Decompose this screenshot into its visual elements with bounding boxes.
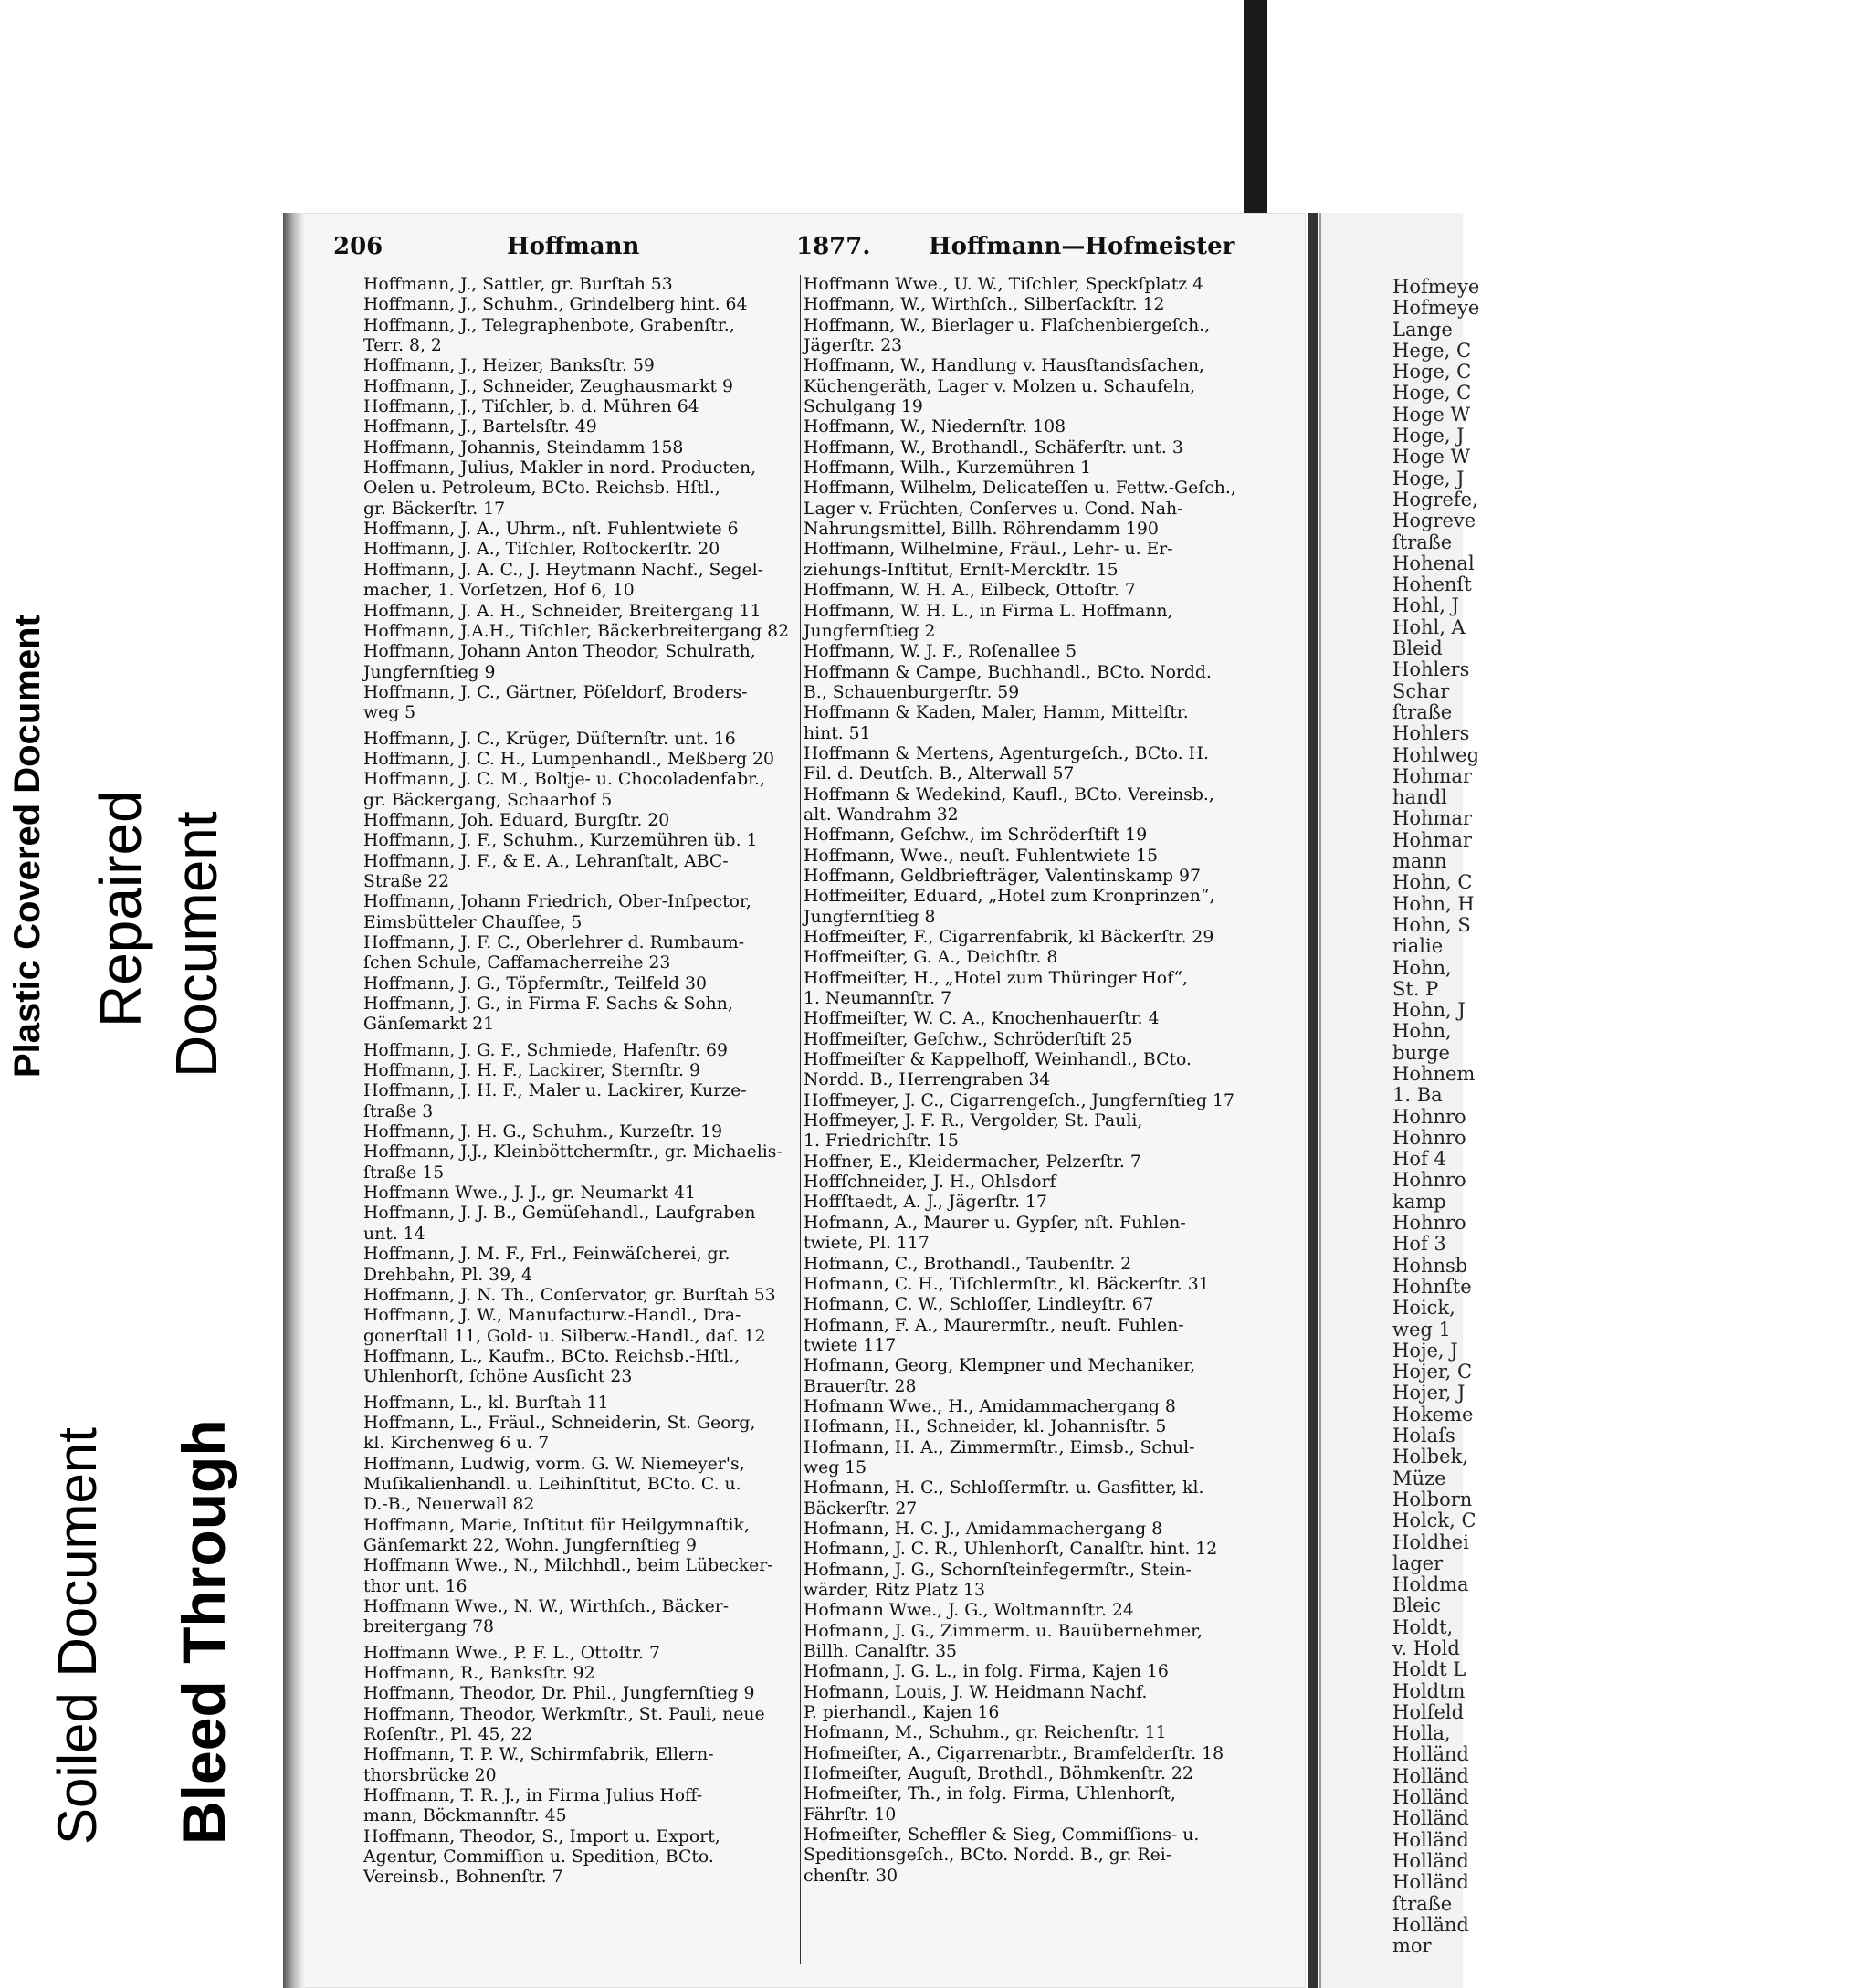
directory-entry: Hoffmann, Theodor, S., Import u. Export, <box>363 1826 720 1846</box>
binding-shadow-bar <box>1244 0 1267 247</box>
directory-entry: Holdt, <box>1392 1615 1454 1638</box>
directory-entry: Nordd. B., Herrengraben 34 <box>804 1070 1051 1090</box>
directory-entry: Bäckerſtr. 27 <box>804 1499 918 1519</box>
directory-entry: gonerſtall 11, Gold- u. Silberw.-Handl., daſ. 12 <box>363 1326 766 1346</box>
directory-entry: Hoffmann, Johannis, Steindamm 158 <box>363 437 684 458</box>
directory-entry: Hoge, C <box>1392 382 1472 405</box>
directory-entry: Hoffmann, J. F., Schuhm., Kurzemühren üb. 1 <box>363 831 758 851</box>
directory-entry: Hohnro <box>1392 1212 1466 1235</box>
directory-entry: Holdtm <box>1392 1679 1466 1702</box>
directory-entry: Hohnro <box>1392 1105 1466 1128</box>
directory-entry: burge <box>1392 1041 1450 1064</box>
directory-entry: B., Schauenburgerſtr. 59 <box>804 682 1020 702</box>
directory-entry: Hoffmann, Marie, Inſtitut für Heilgymnaſtik, <box>363 1515 750 1535</box>
directory-entry: Schar <box>1392 679 1450 702</box>
directory-entry: alt. Wandrahm 32 <box>804 805 959 825</box>
directory-entry: Jungfernſtieg 2 <box>804 621 936 641</box>
directory-entry: Schulgang 19 <box>804 397 923 417</box>
directory-entry: Hoffmann, Joh. Eduard, Burgſtr. 20 <box>363 810 670 830</box>
directory-entry: 1. Friedrichſtr. 15 <box>804 1131 959 1152</box>
directory-entry: macher, 1. Vorſetzen, Hof 6, 10 <box>363 581 635 601</box>
directory-entry: Hof 3 <box>1392 1233 1446 1256</box>
directory-entry: Hoffmann, J.A.H., Tiſchler, Bäckerbreitergang 82 <box>363 621 790 641</box>
next-page-text <box>1392 277 1849 1957</box>
directory-entry: Hoffmann, J. C., Gärtner, Pöſeldorf, Broders- <box>363 682 748 702</box>
directory-entry: Hofmann, A., Maurer u. Gypſer, nſt. Fuhlen- <box>804 1213 1186 1233</box>
directory-entry: Hoick, <box>1392 1297 1455 1320</box>
label-repaired-document: Document <box>163 811 229 1078</box>
directory-entry: wärder, Ritz Platz 13 <box>804 1581 985 1600</box>
directory-entry: Hogrefe, <box>1392 488 1478 510</box>
directory-entry: Hoffmann, W. H. A., Eilbeck, Ottoſtr. 7 <box>804 581 1136 601</box>
directory-entry: mann, Böckmannſtr. 45 <box>363 1806 567 1826</box>
directory-entry: Hohenal <box>1392 552 1475 574</box>
directory-entry: Hoffmann, R., Banksſtr. 92 <box>363 1664 595 1684</box>
directory-entry: Lager v. Früchten, Conſerves u. Cond. Nah- <box>804 499 1183 519</box>
directory-entry: Hoffmann Wwe., N. W., Wirthſch., Bäcker- <box>363 1597 730 1616</box>
directory-entry: ſtraße 3 <box>363 1101 434 1121</box>
directory-entry: Nahrungsmittel, Billh. Röhrendamm 190 <box>804 520 1159 540</box>
directory-entry: kl. Kirchenweg 6 u. 7 <box>363 1434 550 1454</box>
directory-entry: Hoffner, E., Kleidermacher, Pelzerſtr. 7 <box>804 1152 1141 1172</box>
directory-entry: Holländ <box>1392 1807 1469 1830</box>
directory-entry: Holdhei <box>1392 1530 1469 1553</box>
directory-entry: Hoffmann Wwe., U. W., Tiſchler, Speckſplatz 4 <box>804 275 1204 294</box>
directory-entry: Hofmann, Louis, J. W. Heidmann Nachf. <box>804 1682 1148 1702</box>
directory-entry: rialie <box>1392 935 1444 958</box>
directory-entry: Hoffmann & Campe, Buchhandl., BCto. Nordd. <box>804 662 1212 682</box>
directory-entry: weg 5 <box>363 703 416 723</box>
directory-entry: Hofmann, C., Brothandl., Taubenſtr. 2 <box>804 1254 1132 1274</box>
directory-entry: Hoffmeiſter & Kappelhoff, Weinhandl., BCto. <box>804 1050 1192 1070</box>
directory-entry: Hoffmann, L., Kaufm., BCto. Reichsb.-Hſtl., <box>363 1346 741 1366</box>
directory-entry: ſtraße <box>1392 1892 1453 1915</box>
directory-entry: Hofmann, H. C. J., Amidammachergang 8 <box>804 1519 1163 1539</box>
left-column <box>363 275 793 1888</box>
directory-entry: Hofmann, Georg, Klempner und Mechaniker, <box>804 1356 1196 1376</box>
directory-entry: v. Hold <box>1392 1637 1460 1659</box>
directory-entry: twiete, Pl. 117 <box>804 1234 930 1254</box>
directory-entry: kamp <box>1392 1190 1446 1213</box>
directory-entry: Holfeld <box>1392 1700 1465 1723</box>
directory-entry: Hoffmann, J. A. H., Schneider, Breitergang 11 <box>363 601 762 621</box>
directory-entry: Hoffmann Wwe., N., Milchhdl., beim Lübecker- <box>363 1556 773 1576</box>
directory-entry: Hogreve <box>1392 510 1476 532</box>
directory-entry: Roſenſtr., Pl. 45, 22 <box>363 1725 533 1745</box>
distortion-labels <box>0 0 274 1988</box>
directory-entry: 1. Ba <box>1392 1084 1443 1107</box>
directory-entry: Hoffmann, Geldbriefträger, Valentinskamp 97 <box>804 866 1201 886</box>
directory-entry: ſtraße <box>1392 700 1453 723</box>
header-left-title: Hoffmann <box>507 233 640 260</box>
directory-entry: Drehbahn, Pl. 39, 4 <box>363 1265 532 1285</box>
directory-entry: gr. Bäckerſtr. 17 <box>363 499 506 519</box>
directory-entry: Terr. 8, 2 <box>363 336 442 356</box>
directory-entry: Hofmann, C. W., Schloſſer, Lindleyſtr. 67 <box>804 1295 1154 1315</box>
directory-entry: Muſikalienhandl. u. Leihinſtitut, BCto. C. u. <box>363 1474 741 1494</box>
directory-entry: Hohl, A <box>1392 615 1466 638</box>
directory-entry: Hofmeiſter, A., Cigarrenarbtr., Bramfelderſtr. 18 <box>804 1743 1224 1763</box>
directory-entry: Brauerſtr. 28 <box>804 1376 917 1396</box>
directory-entry: Hohl, J <box>1392 594 1459 617</box>
directory-entry: Hoffmann, Ludwig, vorm. G. W. Niemeyer's, <box>363 1454 745 1474</box>
directory-entry: Hoffmann, Wwe., neuſt. Fuhlentwiete 15 <box>804 846 1159 866</box>
directory-entry: Hofmann, J. C. R., Uhlenhorſt, Canalſtr. hint. 12 <box>804 1540 1218 1560</box>
directory-entry: mann <box>1392 850 1447 873</box>
directory-entry: Hoffmann, J. G. F., Schmiede, Hafenſtr. 69 <box>363 1040 728 1060</box>
directory-entry: Hohmar <box>1392 828 1472 851</box>
directory-entry: Hohnro <box>1392 1126 1466 1149</box>
directory-entry: Lange <box>1392 318 1453 341</box>
directory-entry: Holländ <box>1392 1764 1469 1787</box>
directory-entry: Hoffmann, J. M. F., Frl., Feinwäſcherei, gr. <box>363 1245 730 1265</box>
directory-entry: Hoffmeiſter, Eduard, „Hotel zum Kronprinzen“, <box>804 887 1215 907</box>
directory-entry: Hof 4 <box>1392 1148 1446 1171</box>
directory-entry: Hohn, H <box>1392 892 1475 915</box>
page-gutter-shadow <box>283 213 305 1988</box>
directory-entry: Hoffmann, J. J. B., Gemüſehandl., Laufgraben <box>363 1204 756 1224</box>
directory-entry: Hohlweg <box>1392 743 1480 766</box>
directory-entry: Uhlenhorſt, ſchöne Ausſicht 23 <box>363 1367 633 1387</box>
next-page-edge <box>1319 213 1480 1988</box>
label-soiled-document: Soiled Document <box>47 1427 108 1845</box>
directory-entry: 1. Neumannſtr. 7 <box>804 989 952 1009</box>
directory-entry: Hofmeiſter, Auguſt, Brothdl., Böhmkenſtr. 22 <box>804 1764 1193 1784</box>
directory-entry: Hoffmann, W., Wirthſch., Silberſackſtr. 12 <box>804 295 1165 315</box>
directory-entry: Hofmeye <box>1392 276 1480 298</box>
directory-entry: Hoffmann, J. H. F., Lackirer, Sternſtr. 9 <box>363 1061 700 1081</box>
directory-entry: Hoffmann, Theodor, Dr. Phil., Jungfernſtieg 9 <box>363 1684 755 1704</box>
directory-entry: Hoffmeyer, J. F. R., Vergolder, St. Pauli, <box>804 1111 1143 1131</box>
directory-entry: Hohenſt <box>1392 573 1472 596</box>
directory-entry: Hofmann, H. A., Zimmermſtr., Eimsb., Schul- <box>804 1437 1195 1457</box>
directory-entry: Hoffmann, Wilhelmine, Fräul., Lehr- u. Er- <box>804 540 1173 560</box>
directory-entry: Hohmar <box>1392 764 1472 787</box>
directory-entry: Eimsbütteler Chauſſee, 5 <box>363 912 583 932</box>
directory-entry: Hoffmeiſter, G. A., Deichſtr. 8 <box>804 948 1058 968</box>
directory-entry: Hoffmann & Mertens, Agenturgeſch., BCto. H. <box>804 743 1209 763</box>
directory-entry: Hohlers <box>1392 658 1470 681</box>
header-right-title: Hoffmann—Hofmeister <box>929 233 1235 260</box>
directory-entry: mor <box>1392 1935 1432 1958</box>
directory-entry: Hoffmann, T. R. J., in Firma Julius Hoff- <box>363 1786 703 1806</box>
directory-entry: Fil. d. Deutſch. B., Alterwall 57 <box>804 764 1075 784</box>
directory-entry: Holländ <box>1392 1786 1469 1809</box>
directory-entry: Hoffmann & Wedekind, Kaufl., BCto. Vereinsb., <box>804 784 1214 805</box>
directory-entry: Hoffmann, Theodor, Werkmſtr., St. Pauli, neue <box>363 1704 765 1724</box>
directory-entry: lager <box>1392 1551 1444 1574</box>
directory-entry: Hoffmeiſter, H., „Hotel zum Thüringer Hof“, <box>804 968 1188 988</box>
directory-entry: Hoffmann, W. J. F., Roſenallee 5 <box>804 642 1077 662</box>
directory-entry: Hoffmann, J., Tiſchler, b. d. Mühren 64 <box>363 397 699 417</box>
directory-entry: Holaſs <box>1392 1425 1455 1447</box>
directory-entry: Hofmann Wwe., H., Amidammachergang 8 <box>804 1396 1176 1416</box>
directory-entry: Hoffmann, J. H. F., Maler u. Lackirer, Kurze- <box>363 1081 747 1101</box>
directory-entry: Hohnsb <box>1392 1254 1468 1277</box>
directory-entry: Hoffmann, W., Bierlager u. Flaſchenbiergeſch., <box>804 315 1211 335</box>
label-repaired: Repaired <box>88 790 153 1027</box>
directory-entry: Hohnſte <box>1392 1275 1472 1298</box>
directory-entry: Hoffmann, J. G., in Firma F. Sachs & Sohn, <box>363 994 733 1015</box>
directory-entry: ziehungs-Inſtitut, Ernſt-Merckſtr. 15 <box>804 560 1119 580</box>
directory-entry: Jungfernſtieg 9 <box>363 662 496 682</box>
header-year: 1877. <box>796 233 871 260</box>
right-column <box>804 275 1236 1887</box>
directory-entry: Hoffmann, J. N. Th., Conſervator, gr. Burſtah 53 <box>363 1285 776 1305</box>
directory-entry: Hoffmann, J. C., Krüger, Düſternſtr. unt. 16 <box>363 729 736 749</box>
directory-entry: Hoffmann, J., Heizer, Banksſtr. 59 <box>363 356 655 376</box>
directory-entry: Hoffmann, J. C. H., Lumpenhandl., Meßberg 20 <box>363 749 774 769</box>
directory-entry: Hofmann, C. H., Tiſchlermſtr., kl. Bäckerſtr. 31 <box>804 1274 1210 1294</box>
directory-entry: thorsbrücke 20 <box>363 1765 497 1785</box>
directory-entry: Hojer, J <box>1392 1382 1466 1404</box>
directory-entry: Holländ <box>1392 1849 1469 1872</box>
directory-entry: Hoffmann, Wilh., Kurzemühren 1 <box>804 458 1091 479</box>
directory-entry: Hofmeiſter, Th., in folg. Firma, Uhlenhorſt, <box>804 1784 1176 1804</box>
directory-entry: Hoffmann, J., Sattler, gr. Burſtah 53 <box>363 275 673 294</box>
directory-entry: Holländ <box>1392 1828 1469 1851</box>
directory-entry: Holdt L <box>1392 1658 1466 1681</box>
directory-entry: Hofmann, J. G., Zimmerm. u. Bauübernehmer, <box>804 1621 1203 1641</box>
directory-entry: Hoffmann, Johann Anton Theodor, Schulrath, <box>363 642 756 662</box>
directory-entry: Holdma <box>1392 1573 1469 1596</box>
directory-entry: Hoge, C <box>1392 361 1472 384</box>
directory-entry: Hohnem <box>1392 1062 1476 1085</box>
directory-entry: Fährſtr. 10 <box>804 1804 897 1825</box>
directory-entry: thor unt. 16 <box>363 1576 468 1596</box>
directory-entry: Holck, C <box>1392 1509 1476 1532</box>
directory-entry: hint. 51 <box>804 723 871 743</box>
directory-entry: Hoffmann, Julius, Makler in nord. Producten, <box>363 458 757 479</box>
directory-entry: Jägerſtr. 23 <box>804 336 903 356</box>
directory-entry: ſtraße <box>1392 531 1453 553</box>
directory-entry: Gänſemarkt 21 <box>363 1015 495 1035</box>
directory-entry: Hoffmann, J. A. C., J. Heytmann Nachf., Segel- <box>363 560 764 580</box>
directory-entry: gr. Bäckergang, Schaarhof 5 <box>363 790 613 810</box>
directory-entry: Hege, C <box>1392 339 1472 362</box>
directory-entry: Hofmann, H. C., Schloſſermſtr. u. Gasfitter, kl. <box>804 1478 1204 1499</box>
directory-entry: Hoffmann, Geſchw., im Schröderſtift 19 <box>804 826 1148 846</box>
directory-entry: Hofmeiſter, Scheffler & Sieg, Commiſſions- u. <box>804 1825 1200 1846</box>
directory-entry: Holla, <box>1392 1722 1451 1745</box>
page-number: 206 <box>333 233 383 260</box>
directory-entry: Hoffſtaedt, A. J., Jägerſtr. 17 <box>804 1193 1047 1213</box>
directory-entry: Hohn, J <box>1392 999 1466 1022</box>
directory-entry: Hojer, C <box>1392 1361 1473 1383</box>
directory-entry: Holborn <box>1392 1488 1473 1510</box>
directory-entry: Hoffmann, W., Niedernſtr. 108 <box>804 417 1066 437</box>
directory-entry: D.-B., Neuerwall 82 <box>363 1495 535 1515</box>
directory-entry: Hoffmann, T. P. W., Schirmfabrik, Ellern- <box>363 1745 714 1765</box>
directory-entry: Hoge, J <box>1392 467 1465 489</box>
directory-entry: Hohn, C <box>1392 871 1473 894</box>
directory-entry: Holbek, <box>1392 1446 1468 1468</box>
label-plastic-covered: Plastic Covered Document <box>7 615 47 1078</box>
directory-entry: Müze <box>1392 1467 1446 1489</box>
directory-entry: Hoffmann, J. W., Manufacturw.-Handl., Dra- <box>363 1306 741 1326</box>
directory-entry: Hoffmann, J., Telegraphenbote, Grabenſtr., <box>363 315 735 335</box>
directory-entry: Hofmann, H., Schneider, kl. Johannisſtr. 5 <box>804 1417 1167 1437</box>
directory-entry: Hoffmann, J., Schneider, Zeughausmarkt 9 <box>363 376 733 396</box>
page-header <box>320 233 1287 269</box>
directory-entry: Hoffmann, J., Schuhm., Grindelberg hint. 64 <box>363 295 748 315</box>
directory-entry: Hofmann, M., Schuhm., gr. Reichenſtr. 11 <box>804 1723 1167 1743</box>
directory-entry: weg 1 <box>1392 1318 1451 1341</box>
directory-entry: Hoge W <box>1392 446 1471 468</box>
directory-entry: Hoge, J <box>1392 425 1465 447</box>
directory-entry: St. P <box>1392 977 1439 1000</box>
directory-entry: Straße 22 <box>363 871 450 891</box>
directory-entry: Hoffmann Wwe., J. J., gr. Neumarkt 41 <box>363 1183 696 1204</box>
directory-entry: Hoffmeiſter, W. C. A., Knochenhauerſtr. 4 <box>804 1009 1160 1029</box>
directory-entry: Hoffmann, J. H. G., Schuhm., Kurzeſtr. 19 <box>363 1122 723 1142</box>
directory-entry: ſchen Schule, Caffamacherreihe 23 <box>363 953 671 973</box>
directory-entry: Hoffmann, L., Fräul., Schneiderin, St. Georg, <box>363 1413 756 1433</box>
directory-entry: Hoffmann, J. A., Uhrm., nſt. Fuhlentwiete 6 <box>363 520 739 540</box>
directory-entry: Hoffmann, W. H. L., in Firma L. Hoffmann, <box>804 601 1173 621</box>
directory-entry: Hoffmann, J. C. M., Boltje- u. Chocoladenfabr., <box>363 770 765 790</box>
directory-entry: Hoffmann, L., kl. Burſtah 11 <box>363 1393 609 1413</box>
directory-entry: Jungfernſtieg 8 <box>804 907 936 927</box>
directory-entry: handl <box>1392 786 1447 809</box>
directory-entry: Holländ <box>1392 1871 1469 1894</box>
directory-entry: Hohn, <box>1392 1020 1452 1043</box>
directory-entry: Hofmann, F. A., Maurermſtr., neuſt. Fuhlen- <box>804 1315 1184 1335</box>
directory-entry: Hohn, S <box>1392 913 1471 936</box>
directory-entry: Küchengeräth, Lager v. Molzen u. Schaufeln, <box>804 376 1196 396</box>
directory-entry: P. pierhandl., Kajen 16 <box>804 1703 1000 1723</box>
directory-entry: Hoffmann, J. G., Töpfermſtr., Teilfeld 30 <box>363 973 707 994</box>
directory-entry: Hoffmann Wwe., P. F. L., Ottoſtr. 7 <box>363 1643 660 1663</box>
directory-entry: Hoffmann, J., Bartelsſtr. 49 <box>363 417 597 437</box>
directory-entry: Hoffmann, J. F. C., Oberlehrer d. Rumbaum- <box>363 933 745 952</box>
directory-entry: weg 15 <box>804 1457 867 1478</box>
directory-entry: Hofmann, J. G., Schornſteinfegermſtr., Stein- <box>804 1560 1192 1580</box>
directory-entry: Hoffſchneider, J. H., Ohlsdorf <box>804 1173 1056 1193</box>
directory-entry: Hoffmeyer, J. C., Cigarrengeſch., Jungfernſtieg 17 <box>804 1090 1234 1110</box>
directory-entry: breitergang 78 <box>363 1617 494 1637</box>
directory-entry: Hoffmann, J.J., Kleinböttchermſtr., gr. Michaelis- <box>363 1142 783 1162</box>
directory-entry: Hoffmann, W., Handlung v. Hausſtandsſachen, <box>804 356 1205 376</box>
directory-entry: Hohlers <box>1392 722 1470 745</box>
directory-entry: Speditionsgeſch., BCto. Nordd. B., gr. Rei- <box>804 1846 1172 1866</box>
directory-entry: Hoffmann, J. A., Tiſchler, Roſtockerſtr. 20 <box>363 540 720 560</box>
directory-entry: Bleic <box>1392 1594 1442 1617</box>
directory-entry: Gänſemarkt 22, Wohn. Jungfernſtieg 9 <box>363 1535 697 1555</box>
directory-entry: Hoffmann, J. F., & E. A., Lehranſtalt, ABC- <box>363 851 729 871</box>
directory-entry: Oelen u. Petroleum, BCto. Reichsb. Hſtl., <box>363 479 720 499</box>
directory-entry: Hoffmann, Johann Friedrich, Ober-Inſpector, <box>363 892 751 912</box>
directory-entry: Hohmar <box>1392 807 1472 830</box>
directory-entry: unt. 14 <box>363 1224 425 1244</box>
directory-entry: Hoffmann & Kaden, Maler, Hamm, Mittelſtr. <box>804 703 1189 723</box>
page-edge-shadow <box>1308 213 1318 1988</box>
directory-entry: Billh. Canalſtr. 35 <box>804 1642 957 1662</box>
directory-entry: Hofmann, J. G. L., in folg. Firma, Kajen 16 <box>804 1662 1169 1682</box>
directory-page <box>283 213 1306 1988</box>
directory-entry: Hoffmeiſter, F., Cigarrenfabrik, kl Bäckerſtr. 29 <box>804 928 1214 947</box>
directory-entry: Hoffmeiſter, Geſchw., Schröderſtift 25 <box>804 1029 1133 1049</box>
directory-entry: Hofmeye <box>1392 297 1480 320</box>
label-bleed-through: Bleed Through <box>170 1419 237 1845</box>
directory-entry: Vereinsb., Bohnenſtr. 7 <box>363 1867 563 1888</box>
directory-entry: Hofmann Wwe., J. G., Woltmannſtr. 24 <box>804 1601 1134 1621</box>
directory-entry: Holländ <box>1392 1913 1469 1936</box>
directory-entry: Hoje, J <box>1392 1339 1458 1362</box>
directory-entry: Holländ <box>1392 1743 1469 1766</box>
directory-entry: Hohn, <box>1392 956 1452 979</box>
directory-entry: Hoffmann, Wilhelm, Delicateſſen u. Fettw.-Geſch., <box>804 479 1236 499</box>
directory-entry: ſtraße 15 <box>363 1162 445 1183</box>
directory-entry: twiete 117 <box>804 1335 897 1355</box>
column-divider <box>800 275 801 1964</box>
directory-entry: chenſtr. 30 <box>804 1866 898 1886</box>
directory-entry: Hokeme <box>1392 1403 1474 1425</box>
directory-entry: Bleid <box>1392 637 1443 660</box>
directory-entry: Agentur, Commiſſion u. Spedition, BCto. <box>363 1847 714 1867</box>
directory-entry: Hohnro <box>1392 1169 1466 1192</box>
directory-entry: Hoge W <box>1392 403 1471 426</box>
directory-entry: Hoffmann, W., Brothandl., Schäferſtr. unt. 3 <box>804 437 1183 458</box>
